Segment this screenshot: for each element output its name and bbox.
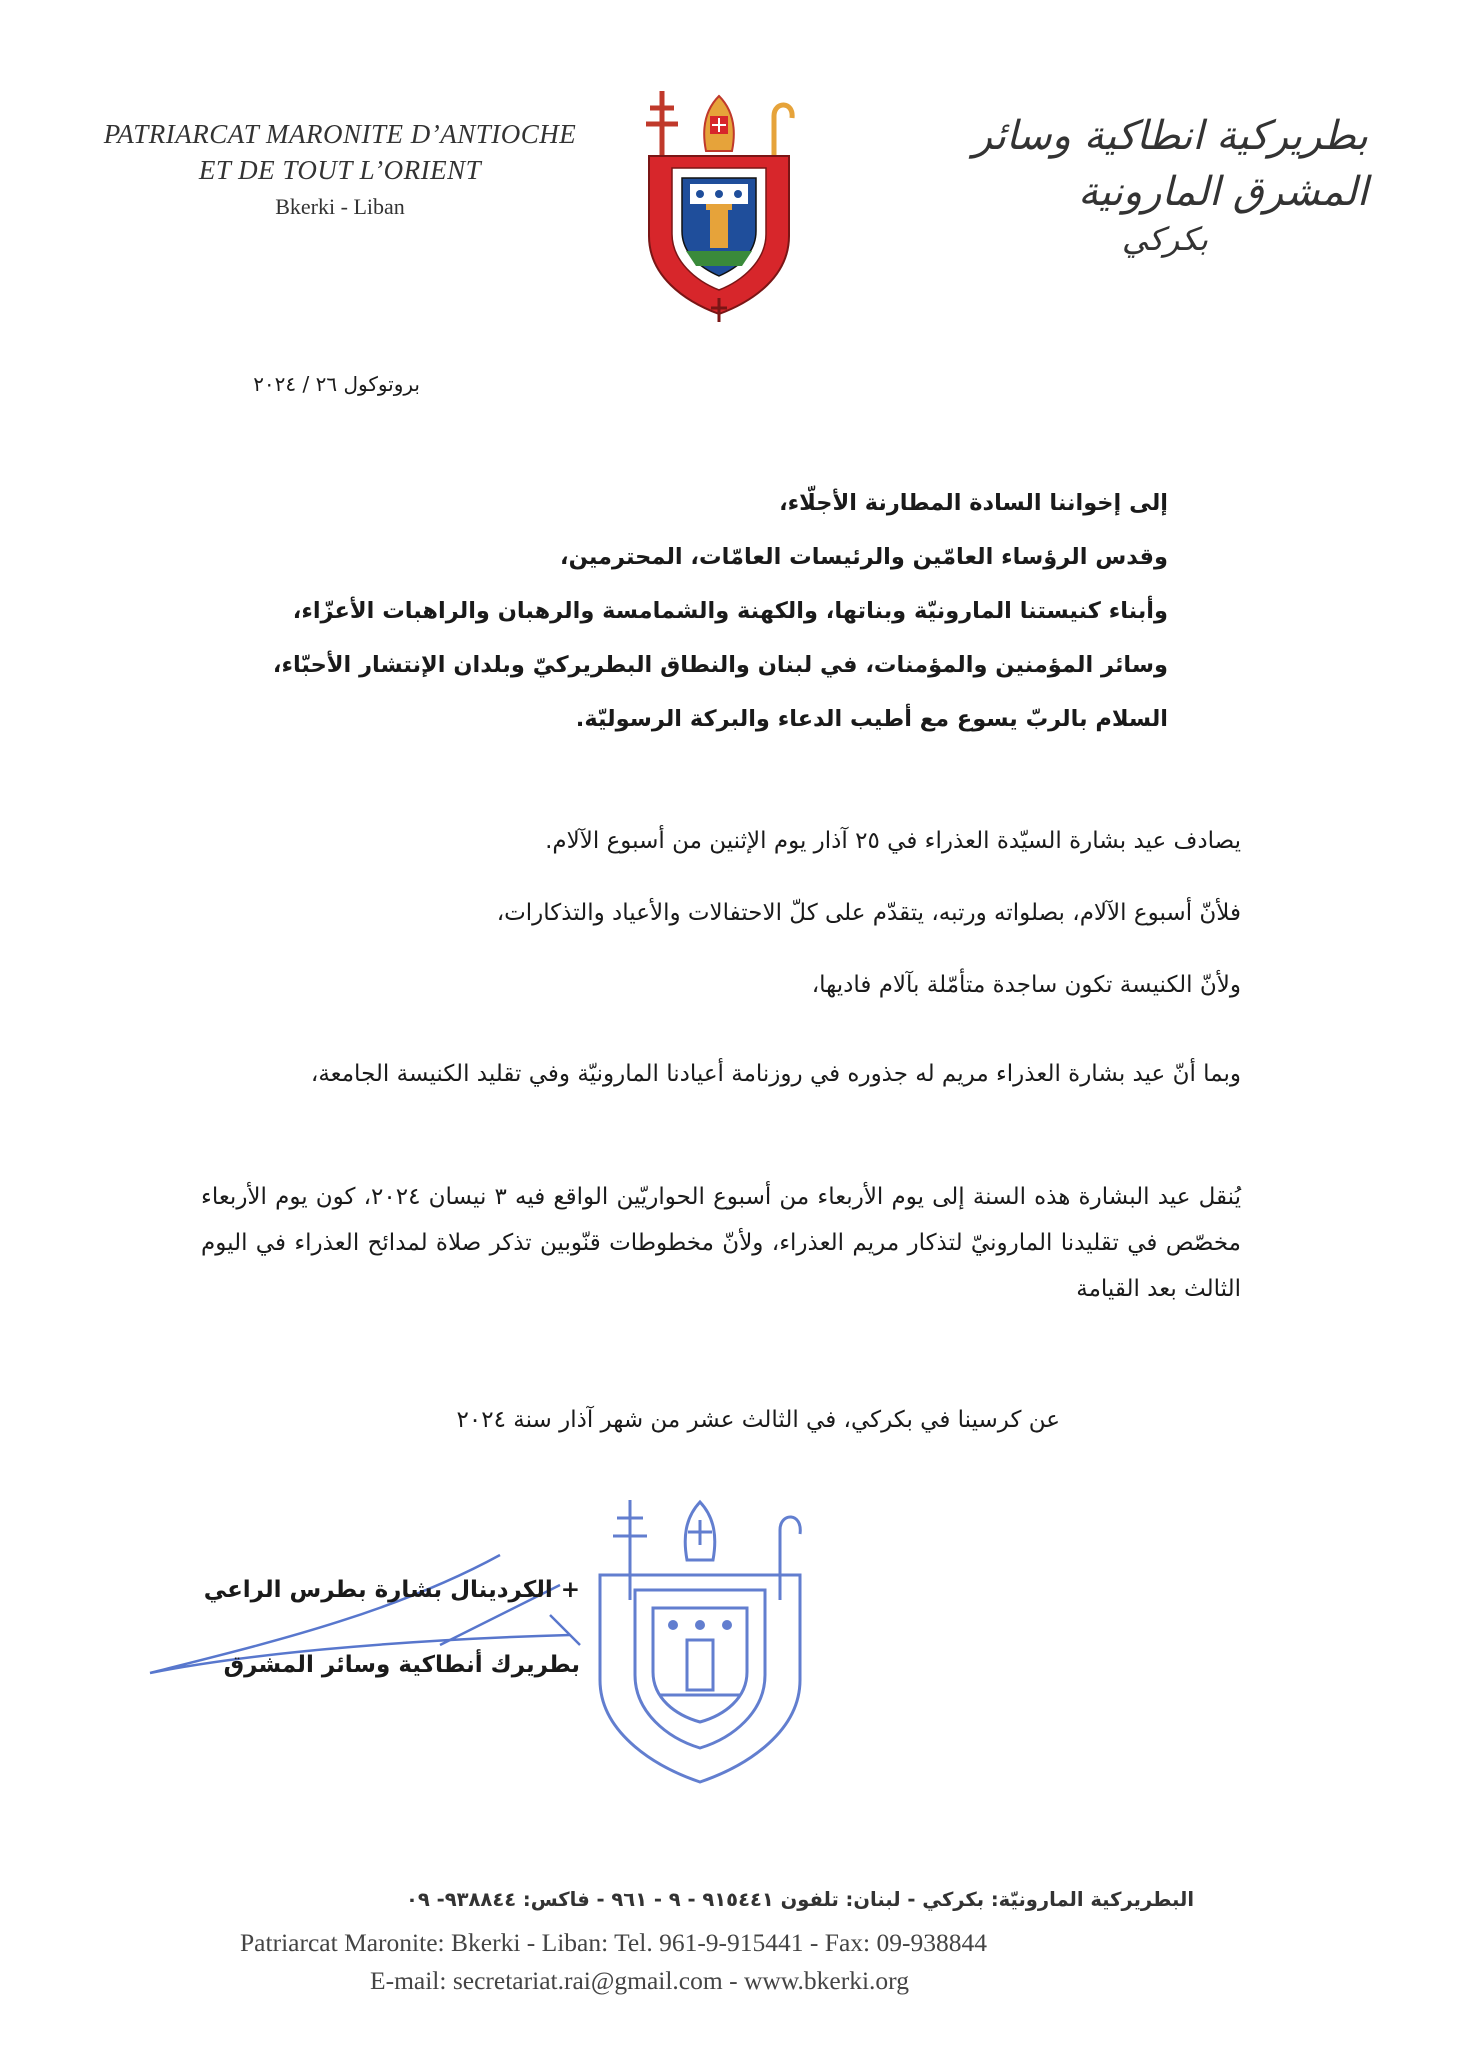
arabic-title: بطريركية انطاكية وسائر المشرق المارونية [972,113,1368,215]
signatory-title: بطريرك أنطاكية وسائر المشرق [223,1652,580,1678]
french-letterhead [80,116,600,220]
address-line: وأبناء كنيستنا المارونيّة وبناتها، والكهنة والشمامسة والرهبان والراهبات الأعزّاء، [292,598,1168,624]
body-paragraph: يصادف عيد بشارة السيّدة العذراء في ٢٥ آذار يوم الإثنين من أسبوع الآلام. [545,828,1241,854]
footer-email-website: E-mail: secretariat.rai@gmail.com - www.bkerki.org [370,1966,909,1995]
french-title-line2: ET DE TOUT L’ORIENT [198,155,482,185]
signatory-name: + الكردينال بشارة بطرس الراعي [203,1577,580,1603]
address-line: إلى إخواننا السادة المطارنة الأجلّاء، [779,490,1168,516]
body-paragraph: ولأنّ الكنيسة تكون ساجدة متأمّلة بآلام فاديها، [811,972,1241,998]
address-line: وسائر المؤمنين والمؤمنات، في لبنان والنطاق البطريركيّ وبلدان الإنتشار الأحبّاء، [272,652,1168,678]
arabic-letterhead [848,108,1368,258]
letter-address [188,476,1168,746]
address-line: وقدس الرؤساء العامّين والرئيسات العامّات، المحترمين، [560,544,1168,570]
footer-arabic-contact: البطريركية المارونيّة: بكركي - لبنان: تلفون ٩١٥٤٤١ - ٩ - ٩٦١ - فاكس: ٩٣٨٨٤٤- ٠٩ [406,1888,1194,1911]
patriarchal-stamp [575,1490,825,1790]
body-paragraph: وبما أنّ عيد بشارة العذراء مريم له جذوره في روزنامة أعيادنا المارونيّة وفي تقليد الكنيسة الجامعة، [310,1061,1241,1087]
address-line: السلام بالربّ يسوع مع أطيب الدعاء والبركة الرسوليّة. [575,706,1168,732]
french-location: Bkerki - Liban [275,194,405,219]
footer-phone-fax: Patriarcat Maronite: Bkerki - Liban: Tel. 961-9-915441 - Fax: 09-938844 [240,1928,987,1957]
crest-motto: GLORIA LIBANI DATA EST [630,166,650,270]
french-title-line1: PATRIARCAT MARONITE D’ANTIOCHE [103,119,577,149]
body-paragraph: يُنقل عيد البشارة هذه السنة إلى يوم الأربعاء من أسبوع الحواريّين الواقع فيه ٣ نيسان ٢٠٢٤، كون يوم الأربعاء مخصّص في تقليدنا المارونيّ لتذكار مريم العذراء، ولأنّ مخطوطات قنّوبين تذكر صلاة لمدائح العذراء في اليوم الثالث بعد القيامة [201,1184,1241,1302]
closing-date-line: عن كرسينا في بكركي، في الثالث عشر من شهر آذار سنة ٢٠٢٤ [456,1407,1060,1433]
protocol-number: بروتوكول ٢٦ / ٢٠٢٤ [253,372,420,396]
body-paragraph: فلأنّ أسبوع الآلام، بصلواته ورتبه، يتقدّم على كلّ الاحتفالات والأعياد والتذكارات، [496,900,1241,926]
arabic-location: بكركي [1121,220,1208,258]
